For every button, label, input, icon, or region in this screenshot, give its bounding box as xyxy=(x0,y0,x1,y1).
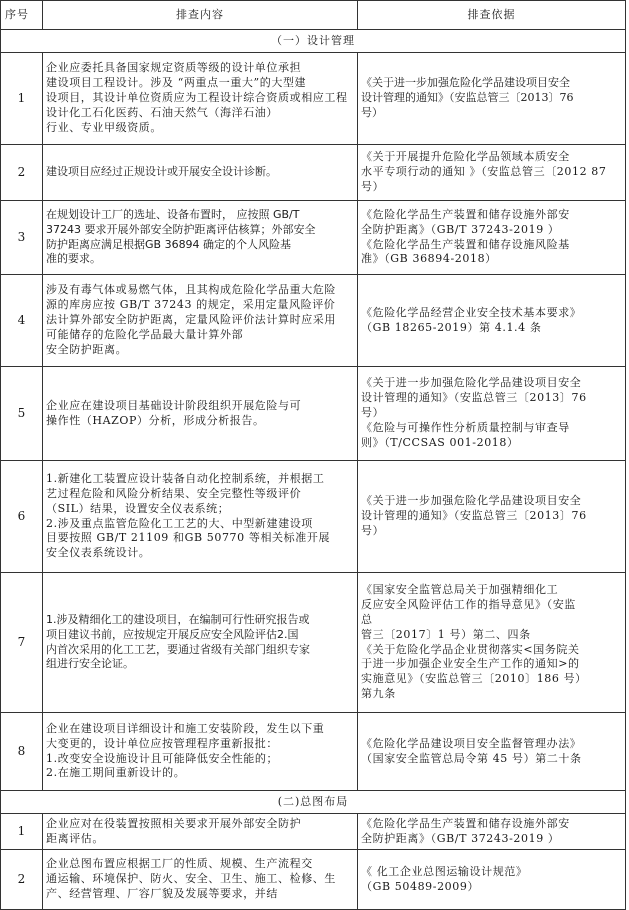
basis-line: 《国家安全监管总局关于加强精细化工 xyxy=(361,583,559,597)
row-number: 2 xyxy=(1,850,43,910)
content-line: 设计化工石化医药、石油天然气（海洋石油） xyxy=(46,105,278,119)
row-basis xyxy=(358,275,626,367)
basis-line: 《关于进一步加强危险化学品建设项目安全 xyxy=(361,76,570,90)
basis-line: 实施意见》（安监总管三〔2010〕186 号） xyxy=(361,672,587,686)
content-line: 企业在建设项目详细设计和施工安装阶段，发生以下重 xyxy=(46,721,325,735)
content-line: 涉及有毒气体或易燃气体，且其构成危险化学品重大危险 xyxy=(46,283,336,297)
table-header-row xyxy=(1,1,626,30)
basis-line: 号） xyxy=(361,406,385,420)
basis-line: （GB 50489-2009） xyxy=(361,879,480,893)
content-line: 内首次采用的化工工艺，要通过省级有关部门组织专家 xyxy=(46,642,310,656)
row-basis xyxy=(358,573,626,713)
content-line: 项目建议书前，应按规定开展反应安全风险评估2.国 xyxy=(46,627,299,641)
basis-line: （GB 18265-2019）第 4.1.4 条 xyxy=(361,320,542,334)
basis-line: 《危险化学品建设项目安全监督管理办法》 xyxy=(361,736,582,750)
basis-line: 《危险化学品生产装置和储存设施风险基 xyxy=(361,237,570,251)
row-basis xyxy=(358,461,626,573)
row-content xyxy=(43,713,358,791)
row-content xyxy=(43,367,358,461)
row-basis xyxy=(358,713,626,791)
basis-line: 《危险化学品生产装置和储存设施外部安 xyxy=(361,816,570,830)
content-line: 通运输、环境保护、防火、安全、卫生、施工、检修、生 xyxy=(46,872,336,886)
row-content xyxy=(43,814,358,850)
row-content xyxy=(43,53,358,145)
table-row xyxy=(1,461,626,573)
basis-line: 水平专项行动的通知 》（安监总管三〔2012 87 xyxy=(361,165,607,179)
content-line: 企业应对在役装置按照相关要求开展外部安全防护 xyxy=(46,816,302,830)
content-line: 大变更的，设计单位应按管理程序重新报批： xyxy=(46,736,278,750)
row-basis xyxy=(358,814,626,850)
content-line: 1.新建化工装置应设计装备自动化控制系统，并根据工 xyxy=(46,471,325,485)
row-content xyxy=(43,461,358,573)
row-basis xyxy=(358,53,626,145)
content-line: 企业应委托具备国家规定资质等级的设计单位承担 xyxy=(46,61,302,75)
content-line: 法计算外部安全防护距离，定量风险评价法计算时应采用 xyxy=(46,313,336,327)
content-line: 1.涉及精细化工的建设项目，在编制可行性研究报告或 xyxy=(46,612,310,626)
basis-line: （国家安全监管总局令第 45 号）第二十条 xyxy=(361,751,582,765)
content-line: 产、经营管理、厂容厂貌及发展等要求，并结 xyxy=(46,886,278,900)
table-row xyxy=(1,814,626,850)
content-line: 行业、专业甲级资质。 xyxy=(46,120,162,134)
header-seq: 序号 xyxy=(1,1,43,30)
basis-line: 反应安全风险评估工作的指导意见》（安监 xyxy=(361,597,576,611)
table-row xyxy=(1,275,626,367)
row-basis xyxy=(358,367,626,461)
table-row xyxy=(1,145,626,201)
row-content xyxy=(43,850,358,910)
header-basis: 排查依据 xyxy=(358,1,626,30)
basis-line: 《 化工企业总图运输设计规范》 xyxy=(361,864,528,878)
basis-line: 管三〔2017〕1 号）第二、四条 xyxy=(361,627,531,641)
basis-line: 于进一步加强企业安全生产工作的通知>的 xyxy=(361,657,580,671)
content-line: 安全仪表系统设计。 xyxy=(46,546,151,560)
basis-line: 《关于危险化学品企业贯彻落实<国务院关 xyxy=(361,642,580,656)
table-row xyxy=(1,850,626,910)
content-line: 企业应在建设项目基础设计阶段组织开展危险与可 xyxy=(46,398,302,412)
content-line: 企业总图布置应根据工厂的性质、规模、生产流程交 xyxy=(46,857,313,871)
table-row xyxy=(1,201,626,275)
content-line: 准的要求。 xyxy=(46,252,101,266)
row-number: 1 xyxy=(1,53,43,145)
row-number: 6 xyxy=(1,461,43,573)
row-number: 5 xyxy=(1,367,43,461)
row-content xyxy=(43,275,358,367)
table-row xyxy=(1,367,626,461)
content-line: 建设项目应经过正规设计或开展安全设计诊断。 xyxy=(46,165,277,179)
content-line: 2.在施工期间重新设计的。 xyxy=(46,766,186,780)
row-basis xyxy=(358,201,626,275)
basis-line: 设计管理的通知》（安监总管三〔2013〕76 xyxy=(361,509,587,523)
header-content: 排查内容 xyxy=(43,1,358,30)
basis-line: 号） xyxy=(361,105,383,119)
basis-line: 号） xyxy=(361,179,385,193)
basis-line: 第九条 xyxy=(361,687,396,701)
basis-line: 设计管理的通知》（安监总管三〔2013〕76 xyxy=(361,391,587,405)
content-line: 2.涉及重点监管危险化工工艺的大、中型新建建设项 xyxy=(46,516,313,530)
content-line: 艺过程危险和风险分析结果、安全完整性等级评价 xyxy=(46,486,302,500)
content-line: （SIL）结果，设置安全仪表系统； xyxy=(46,501,230,515)
basis-line: 设计管理的通知》（安监总管三〔2013〕76 xyxy=(361,91,574,105)
basis-line: 《危险与可操作性分析质量控制与审查导 xyxy=(361,420,570,434)
content-line: 1.改变安全设施设计且可能降低安全性能的； xyxy=(46,751,279,765)
row-content xyxy=(43,145,358,201)
row-content xyxy=(43,573,358,713)
row-number: 3 xyxy=(1,201,43,275)
basis-line: 准》（GB 36894-2018） xyxy=(361,252,497,266)
basis-line: 则》（T/CCSAS 001-2018） xyxy=(361,435,519,449)
content-line: 安全防护距离。 xyxy=(46,342,128,356)
row-number: 2 xyxy=(1,145,43,201)
content-line: 距离评估。 xyxy=(46,831,104,845)
row-number: 4 xyxy=(1,275,43,367)
content-line: 在规划设计工厂的选址、设备布置时， 应按照 GB/T xyxy=(46,207,300,221)
row-basis xyxy=(358,850,626,910)
table-row xyxy=(1,53,626,145)
content-line: 操作性（HAZOP）分析，形成分析报告。 xyxy=(46,413,265,427)
content-line: 组进行安全论证。 xyxy=(46,657,134,671)
content-line: 37243 要求开展外部安全防护距离评估核算；外部安全 xyxy=(46,222,316,236)
basis-line: 《关于进一步加强危险化学品建设项目安全 xyxy=(361,494,582,508)
basis-line: 《危险化学品经营企业安全技术基本要求》 xyxy=(361,305,582,319)
content-line: 源的库房应按 GB/T 37243 的规定，采用定量风险评价 xyxy=(46,298,336,312)
row-number: 1 xyxy=(1,814,43,850)
section-title: （一）设计管理 xyxy=(1,30,626,53)
content-line: 建设项目工程设计。涉及 “两重点一重大”的大型建 xyxy=(46,76,307,90)
table-row xyxy=(1,573,626,713)
content-line: 设项目，其设计单位资质应为工程设计综合资质或相应工程 xyxy=(46,91,348,105)
row-basis xyxy=(358,145,626,201)
section-title: (二)总图布局 xyxy=(1,791,626,814)
basis-line: 号） xyxy=(361,523,385,537)
section-row xyxy=(1,791,626,814)
basis-line: 总 xyxy=(361,612,373,626)
content-line: 可能储存的危险化学品最大量计算外部 xyxy=(46,327,244,341)
basis-line: 《关于进一步加强危险化学品建设项目安全 xyxy=(361,376,582,390)
basis-line: 《关于开展提升危险化学品领域本质安全 xyxy=(361,150,570,164)
basis-line: 《危险化学品生产装置和储存设施外部安 xyxy=(361,207,570,221)
table-row xyxy=(1,713,626,791)
content-line: 防护距离应满足根据GB 36894 确定的个人风险基 xyxy=(46,237,292,251)
row-number: 7 xyxy=(1,573,43,713)
row-number: 8 xyxy=(1,713,43,791)
content-line: 目要按照 GB/T 21109 和GB 50770 等相关标准开展 xyxy=(46,531,331,545)
row-content xyxy=(43,201,358,275)
basis-line: 全防护距离》（GB/T 37243-2019 ） xyxy=(361,831,560,845)
basis-line: 全防护距离》（GB/T 37243-2019 ） xyxy=(361,222,560,236)
section-row xyxy=(1,30,626,53)
